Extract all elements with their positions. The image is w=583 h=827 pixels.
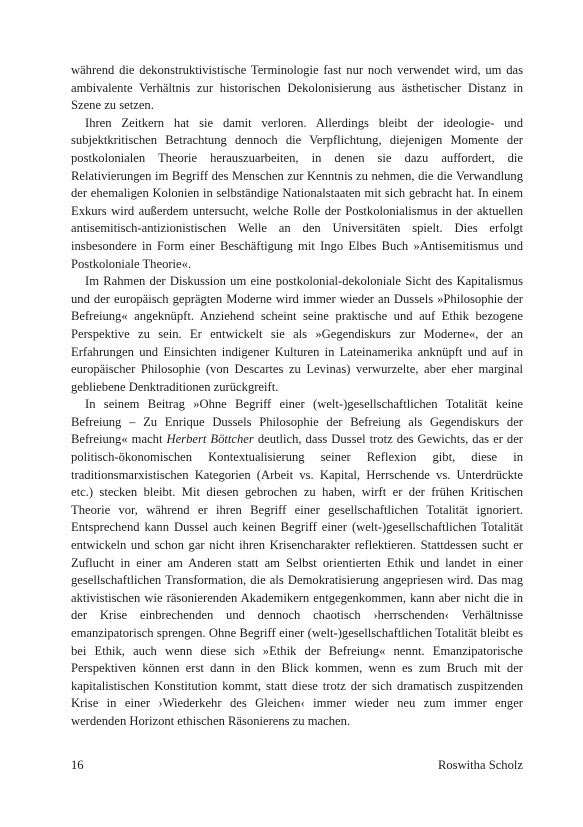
paragraph [71, 62, 523, 115]
paragraph [71, 115, 523, 273]
text-run: während die dekonstruktivistische Terminologie fast nur noch verwendet wird, um das ambivalente Verhältnis zur historischen Dekolonisierung aus ästhetischer Distanz in Szene zu setzen. [71, 63, 523, 113]
paragraph [71, 273, 523, 396]
paragraph [71, 396, 523, 730]
page-footer [71, 757, 523, 773]
italic-author-name: Herbert Böttcher [166, 432, 254, 447]
text-run: deutlich, dass Dussel trotz des Gewichts, das er der politisch-ökonomischen Kontextualisierung seiner Reflexion gibt, diese in traditionsmarxistischen Kategorien (Arbeit vs. Kapital, Herrschende vs. Unterdrückte etc.) stecken bleibt. Mit diesen gebrochen zu haben, wirft er der frühen Kritischen Theorie vor, während er ihren Begriff einer gesellschaftlichen Totalität ignoriert. Entsprechend kann Dussel auch keinen Begriff einer (welt-)gesellschaftlichen Totalität entwickeln und schon gar nicht ihren Krisencharakter reflektieren. Stattdessen sucht er Zuflucht in einer am Anderen statt am Selbst orientierten Ethik und landet in einer gesellschaftlichen Transformation, die als Demokratisierung angepriesen wird. Das mag aktivistischen wie räsonierenden Akademikern entgegenkommen, kann aber nicht die in der Krise einbrechenden und dennoch chaotisch ›herrschenden‹ Verhältnisse emanzipatorisch sprengen. Ohne Begriff einer (welt-)gesellschaftlichen Totalität bleibt es bei Ethik, auch wenn diese sich »Ethik der Befreiung« nennt. Emanzipatorische Perspektiven können erst dann in den Blick kommen, wenn es zum Bruch mit der kapitalistischen Konstitution kommt, statt diese trotz der sich dramatisch zuspitzenden Krise in einer ›Wiederkehr des Gleichen‹ immer wieder neu zum immer enger werdenden Horizont ethischen Räsonierens zu machen. [71, 432, 523, 728]
text-run: Ihren Zeitkern hat sie damit verloren. Allerdings bleibt der ideologie- und subjektkritischen Betrachtung dennoch die Verpflichtung, diejenigen Momente der postkolonialen Theorie herauszuarbeiten, in denen sie dazu auffordert, die Relativierungen im Begriff des Menschen zur Kenntnis zu nehmen, die die Verwandlung der ehemaligen Kolonien in selbständige Nationalstaaten mit sich gebracht hat. In einem Exkurs wird außerdem untersucht, welche Rolle der Postkolonialismus in der aktuellen antisemitisch-antizionistischen Welle an den Universitäten spielt. Dies erfolgt insbesondere in Form einer Beschäftigung mit Ingo Elbes Buch »Antisemitismus und Postkoloniale Theorie«. [71, 115, 523, 271]
text-run: Im Rahmen der Diskussion um eine postkolonial-dekoloniale Sicht des Kapitalismus und der europäisch geprägten Moderne wird immer wieder an Dussels »Philosophie der Befreiung« angeknüpft. Anziehend scheint seine praktische und auf Ethik bezogene Perspektive zu sein. Er entwickelt sie als »Gegendiskurs zur Moderne«, der an Erfahrungen und Einsichten indigener Kulturen in Lateinamerika anknüpft und auf in europäischer Philosophie (von Descartes zu Levinas) verwurzelte, aber eher marginal gebliebene Denktraditionen zurückgreift. [71, 274, 523, 394]
running-author: Roswitha Scholz [437, 758, 523, 772]
page-number: 16 [71, 758, 84, 772]
text-run: In seinem Beitrag »Ohne Begriff einer (welt-)gesellschaftlichen Totalität keine Befreiung – Zu Enrique Dussels Philosophie der Befreiung als Gegendiskurs der Befreiung« macht [71, 397, 523, 447]
page-body [71, 62, 523, 731]
